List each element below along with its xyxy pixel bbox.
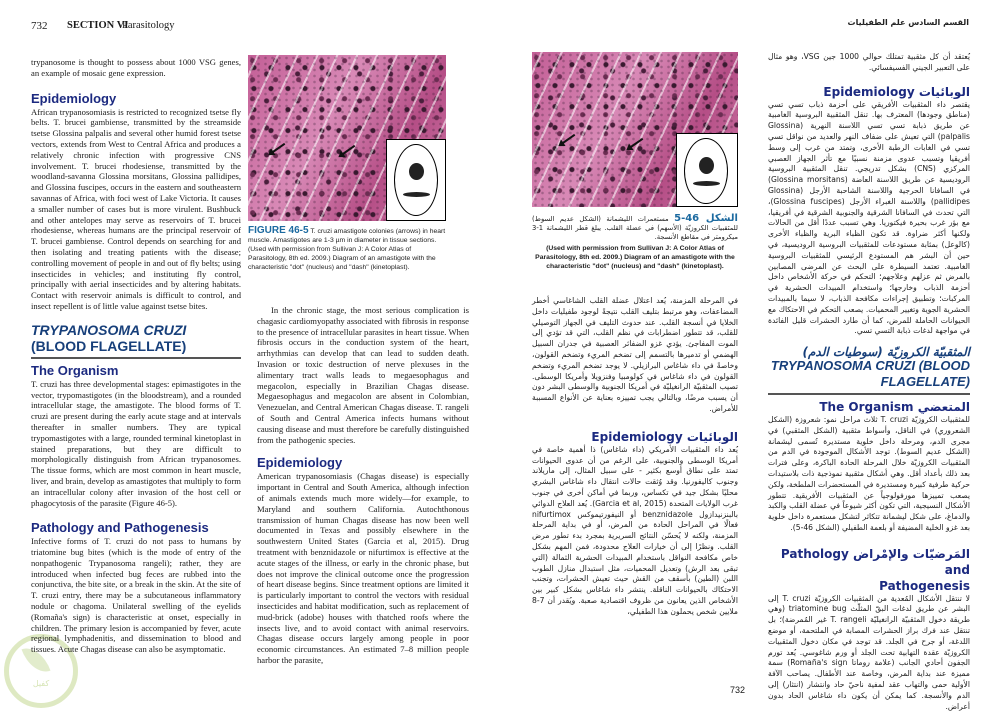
pathology-heading-arabic (768, 546, 970, 578)
figure-caption-english-text: (Used with permission from Sullivan J: A Color Atlas of Parasitology, 8th ed. 2009.) Diagram of an amastigote with the characteristic "dot" (nucleus) and "dash" (kinetoplast). (535, 245, 735, 270)
amastigote-diagram (676, 133, 738, 207)
section-rule (31, 357, 241, 359)
organism-heading-arabic: المتعضي The Organism (819, 399, 970, 414)
figure-micrograph-arabic (532, 52, 738, 207)
epidemiology-heading-arabic: الوبائيات Epidemiology (823, 84, 970, 99)
page-number-bottom: 732 (730, 685, 746, 695)
blood-flagellate-heading-latin: (FLAGELLATE (880, 373, 970, 389)
epidemiology-paragraph: African trypanosomiasis is restricted to recognized tsetse fly belts. T. brucei gambiense, transmitted by the streamside tsetse Glossina palpalis and several other humid forest tsetse vectors, extends from West to Central Africa and produces a relatively chronic infection with progressive CNS involvement. T. brucei rhodesiense, transmitted by the woodland-savanna Glossina morsitans, Glossina pallidipes, and Glossina fuscipes, occurs in the eastern and southeastern savannas of Africa, with foci west of Lake Victoria. It causes a smaller number of cases but is more virulent. Bushbuck and other antelopes may serve as reservoirs of T. brucei rhodesiense, whereas humans are the principal reservoir of T. brucei gambiense. Control depends on searching for and then isolating and treating patients with the disease; controlling movement of people in and out of fly belts; using insecticides in vehicles; and instituting fly control, principally with aerial insecticides and by altering habitats. Contact with reservoir animals is difficult to control, and insect repellent is of little value against tsetse bites. (31, 106, 241, 311)
figure-caption-text: T. cruzi amastigote colonies (arrows) in heart muscle. Amastigotes are 1-3 µm in diameter in tissue sections. (Used with permission from Sullivan J: A Color Atlas of Parasitology, 8th ed. 2009.) Diagram of an amastigote with the characteristic "dot" (nucleus) and "dash" (kinetoplast). (248, 228, 446, 271)
trypanosoma-cruzi-heading-arabic: المثقبيّة الكروزيّة (سوطيات الدم) (802, 345, 970, 360)
epidemiology-paragraph-2: American trypanosomiasis (Chagas disease) is especially important in Central and South America, although infection of animals extends much more widely—for example, to Maryland and southern California. Autochthonous transmission of human Chagas disease has now been well documented in Texas and possibly elsewhere in the southwestern United States (Garcia et al, 2015). Drug treatment with benznidazole or nifurtimox is effective at the acute stages of the illness, or early in the chronic phase, but does not improve the clinical outcome once the progression of heart disease begins. Since treatment options are limited it is particularly important to control the vectors with residual insecticides and habitat modification, such as replacement of mud-brick (adobe) houses with thatched roofs where the insects live, and to avoid contact with animal reservoirs. Chagas disease occurs largely among people in poor economic circumstances. An estimated 7–8 million people harbor the parasite, (257, 471, 469, 665)
intro-paragraph-arabic: يُعتقد أن كل مثقبية تمتلك حوالي 1000 جين VSG، وهو مثال على التعبير الجيني الفسيفسائي. (768, 52, 970, 72)
pathology-paragraph: Infective forms of T. cruzi do not pass to humans by triatomine bug bites (which is the mode of entry of the nonpathogenic Trypanosoma rangeli); rather, they are introduced when infected bug feces are rubbed into the conjunctiva, the bite site, or a break in the skin. At the site of T. cruzi entry, there may be a subcutaneous inflammatory nodule or chagoma. Unilateral swelling of the eyelids (Romaña's sign) is characteristic at onset, especially in children. The primary lesion is accompanied by fever, acute regional lymphadenitis, and dissemination to blood and tissues. Acute Chagas disease can also be asymptomatic. (31, 536, 241, 655)
figure-micrograph (248, 55, 446, 221)
pathology-paragraph-arabic: لا تنتقل الأشكال المُعدية من المثقبيات الكروزيّة T. cruzi إلى البشر عن طريق لدغات البقّ المثلّث triatomine bug (وهي طريقة دخول المثقبيّة الرانغيليّة T. rangeli غير المُمرضة)؛ بل تنتقل عند فرك براز الحشرات المصابة في الملتحمة، أو موضع اللدغة، أو جرح في الجلد. قد توجد في مكان دخول المثقبيات الكروزيّة عقدة التهابية تحت الجلد أو ورم شاغوسي. يُعد تورم الجفون أحادي الجانب (علامة روماتا Romaña's sign) سمة مميزة عند بداية المرض، وخاصة عند الأطفال. يصاحب الآفة الأولية حمى والتهاب عقد لمفية ناحيّ حاد وانتشار (انتثار) إلى الدم والأنسجة. كما يمكن أن يكون داء شاغاس الحاد بدون أعراض. (768, 593, 970, 711)
organism-paragraph: T. cruzi has three developmental stages: epimastigotes in the vector, trypomastigotes (in the bloodstream), and a rounded intracellular stage, the amastigote. The blood forms of T. cruzi are present during the early acute stage and at intervals thereafter in smaller numbers. They are typical trypomastigotes with a large, rounded terminal kinetoplast in stained preparations, but they are difficult to morphologically distinguish from African trypanosomes. The tissue forms, which are most common in heart muscle, liver, and brain, develop as amastigotes that multiply to form an intracellular colony after invasion of the host cell or phagocytosis of the parasite (Figure 46-5). (31, 378, 241, 508)
pathology-heading-arabic-text: المَرضيّات والإمْراض (852, 546, 970, 561)
right-page (500, 0, 1000, 711)
trypanosoma-cruzi-heading-latin: TRYPANOSOMA CRUZI (BLOOD (770, 357, 970, 373)
figure-caption-english (532, 244, 738, 271)
epidemiology-heading-2: Epidemiology (257, 455, 343, 471)
intro-paragraph: trypanosome is thought to possess about 1000 VSG genes, an example of mosaic gene expression. (31, 57, 241, 78)
epidemiology-paragraph-arabic: يقتصر داء المثقبيات الأفريقي على أحزمة ذباب تسي تسي (مناطق وجودها) المعترف بها. تنقل المثقبية البروسية الغامبية عن طريق ذبابة تسي تسي اللاسنة النهرية (Glossina palpalis) التي تعيش على ضفاف النهر والعديد من نواقل تسي تسي في الغابات الرطبة الأخرى، وتمتد من غرب إلى وسط أفريقيا وتسبب عدوى مزمنة نسبيًا مع تأثر الجهاز العصبي المركزي (CNS) بشكل تدريجي. تنقل المثقبية البروسية الروديسية عن طريق اللاسنة العاضة (Glossina morsitans) في السافانا الحرجية واللاسنة الشاحبة الأرجل (Glossina pallidipes) واللاسنة الغبراء الأرجل (Glossina fuscipes)، التي تحدث في السافانا الشرقية والجنوبية الشرقية في أفريقيا، مع بؤر غرب بحيرة فيكتوريا. وهي تسبب عددًا أقل من الحالات ولكنها أكثر ضراوة. قد تكون الظباء البرية والظباء الأخرى (كالوعل) بمثابة مستودعات للمثقبيات البروسية الروديسية، في حين أن البشر هم المستودع الرئيسي للمثقبيات البروسية الغامبية. تعتمد السيطرة على البحث عن المرضى المصابين بالمرض ثم عزلهم وعلاجهم؛ التحكم في حركة الأشخاص داخل أحزمة الذباب وخارجها؛ واستخدام المبيدات الحشرية في المركبات؛ وتطبيق إجراءات مكافحة الذباب، لا سيما بالمبيدات الحشرية الجوية وتغيير المحميات. يصعب التحكم في الاحتكاك مع الحيوانات الحاملة للمرض، كما أن طارد الحشرات قليل الفائدة في مواجهة لدغات ذبابة التسي تسي. (768, 99, 971, 336)
chronic-stage-paragraph: In the chronic stage, the most serious complication is chagasic cardiomyopathy associated with fibrosis in response to the presence of intracellular parasites in heart tissue. When fibrosis occurs in the conduction system of the heart, arrhythmias can develop that can lead to sudden death. Invasion or toxic destruction of nerve plexuses in the alimentary tract walls leads to megaesophagus and megacolon, especially in Brazilian Chagas disease. Megaesophagus and megacolon are absent in Colombian, Venezuelan, and Central American Chagas disease. T. rangeli of South and Central America infects humans without causing disease and must therefore be carefully distinguished from the pathogenic species. (257, 305, 469, 445)
amastigote-cell-outline (394, 144, 438, 216)
running-head-section: SECTION VI (67, 20, 129, 31)
organism-heading: The Organism (31, 362, 119, 378)
nucleus-dot (409, 163, 424, 180)
right-column-right (768, 52, 970, 712)
epidemiology-heading: Epidemiology (31, 90, 117, 106)
amastigote-diagram (386, 139, 446, 221)
kinetoplast-dash (693, 181, 720, 186)
chronic-stage-paragraph-arabic: في المرحلة المزمنة، يُعد اعتلال عضلة القلب الشاغاسي أخطر المضاعفات، وهو مرتبط بتليف القلب نتيجةً لوجود طفيليات داخل الخلايا في أنسجة القلب. عند حدوث التليف في الجهاز التوصيلي للقلب، قد تتطور اضطرابات في نظم القلب، التي قد تؤدي إلى الموت المفاجئ. يؤدي غزو الضفائر العصبية في جدران السبيل الهضمي أو تدميرها بالتسمم إلى تضخم المريء وتضخم القولون، وخاصةً في داء شاغاس البرازيلي. لا يوجد تضخم المريء وتضخم القولون في داء شاغاس في كولومبيا وفنزويلا وأمريكا الوسطى. تصيب المثقبيّة الرانغيليّة في أمريكا الجنوبية والوسطى البشر دون أن يسبب مرضًا، وبالتالي يجب تمييزه بعناية عن الأنواع المسببة للأمراض. (532, 296, 738, 413)
pathology-heading-english-2: Pathogenesis (879, 578, 970, 593)
pathology-heading: Pathology and Pathogenesis (31, 520, 209, 536)
figure-label-arabic: الشكل 46-5 (674, 213, 738, 224)
epidemiology-paragraph-arabic-2: يُعد داء المثقبيات الأمريكي (داء شاغاس) ذا أهمية خاصة في أمريكا الوسطى والجنوبية، على الرغم من أن عدوى الحيوانات تمتد على نطاق أوسع بكثير - على سبيل المثال، إلى ماريلاند وجنوب كاليفورنيا. وقد وُثقت حالات انتقال داء شاغاس البشري محليًا بشكل جيد في تكساس، وربما في أماكن أخرى في جنوب غرب الولايات المتحدة (Garcia et al, 2015). يُعد العلاج الدوائي بالبنزنيدازول benznidazole أو النيفورتيموكس nifurtimox فعالًا في المراحل الحادة من المرض، أو في بداية المرحلة المزمنة، ولكنه لا يُحسّن النتائج السريرية بمجرد بدء تطور مرض القلب. ونظرًا إلى أن خيارات العلاج محدودة، فمن المهم بشكل خاص مكافحة النواقل باستخدام المبيدات الحشرية الثمالة (التي تبقى بعد الرش) وتعديل المحميات، مثل استبدال منازل الطوب اللبن (الطين) بأسقف من القش حيث تعيش الحشرات، وتجنب الاحتكاك بالحيوانات الناقلة. ينتشر داء شاغاس بشكل كبير بين الأشخاص الذين يعانون من ظروف اقتصادية صعبة. ويُقدر أن 7-8 ملايين شخص يحملون هذا الطفيلي، (532, 444, 739, 616)
epidemiology-heading-arabic-2: الوبائيات Epidemiology (591, 429, 738, 444)
pathology-heading-english-1: Pathology and (780, 546, 970, 577)
figure-caption-arabic-text: مستعمرات الليشمانة (الشكل عديم السوط) للمثقبيات الكروزيّة (الأسهم) في عضلة القلب. يبلغ قطر الليشمانة 1-3 ميكرومتر في مقاطع الأنسجة. (532, 215, 738, 241)
amastigote-cell-outline (684, 138, 728, 204)
running-head-arabic: القسم السادس علم الطفيليات (847, 18, 969, 27)
running-head-subject: Parasitology (122, 20, 175, 31)
figure-caption-arabic (532, 214, 738, 242)
left-column-1 (31, 57, 241, 655)
figure-label: FIGURE 46-5 (248, 225, 309, 236)
figure-caption (248, 226, 446, 272)
nucleus-dot (699, 157, 714, 174)
left-page (0, 0, 500, 707)
left-column-2 (257, 305, 469, 666)
trypanosoma-cruzi-heading: TRYPANOSOMA CRUZI (31, 321, 187, 338)
organism-paragraph-arabic: للمثقبيات الكروزيّة T. cruzi ثلاث مراحل نمو: شعروزة (الشكل الشعروري) في الناقل، وأسواط مثقبية (الشكل المثقبي) في مجرى الدم، ومرحلة داخل خلوية مستديرة تُسمى ليشمانة (الشكل عديم السوط). توجد الأشكال الموجودة في الدم من المثقبيات الكروزيّة خلال المرحلة الحادة الباكرة، وعلى فترات بعد ذلك بأعداد أقل. وهي أشكال مثقبية نموذجية ذات بلاستيدات حركية طرفية كبيرة ومستديرة في المستحضرات الملطخة، ولكن يصعب تمييزها مورفولوجياً عن المثقبيات الأفريقية. تتطور الأشكال النسيجية، التي تكون أكثر شيوعاً في عضلة القلب والكبد والدماغ، على شكل ليشمانة تتكاثر لتشكل مستعمرة داخل خلوية بعد غزو الخلية المضيفة أو بلعمة الطفيلي (الشكل 46-5). (768, 414, 970, 532)
right-column-left (532, 296, 738, 618)
watermark-text: كفيل (32, 679, 50, 688)
running-head-page-number: 732 (31, 20, 48, 32)
section-rule (768, 393, 970, 395)
blood-flagellate-heading: (BLOOD FLAGELLATE) (31, 337, 187, 354)
kinetoplast-dash (403, 192, 430, 197)
